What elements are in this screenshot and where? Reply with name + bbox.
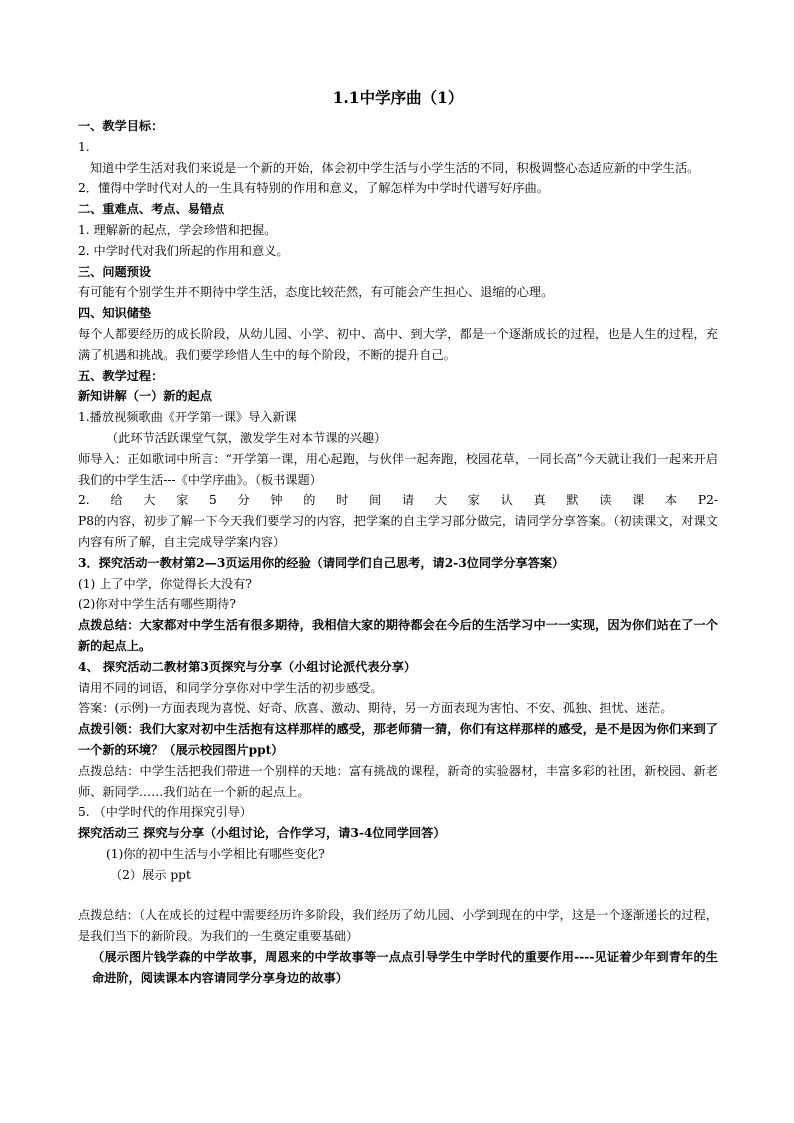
- activity-2-prompt: 请用不同的词语，和同学分享你对中学生活的初步感受。: [78, 680, 383, 695]
- section-1-heading: 一、教学目标：: [78, 119, 164, 133]
- document-title: 1.1中学序曲（1）: [332, 88, 464, 107]
- document-page: [78, 86, 718, 989]
- step-1-note: （此环节活跃课堂气氛，激发学生对本节课的兴趣）: [106, 430, 387, 445]
- goal-1-text: 知道中学生活对我们来说是一个新的开始，体会初中学生活与小学生活的不同，积极调整心态适应新的中学生活。: [90, 160, 700, 175]
- goal-2-text: 2．懂得中学时代对人的一生具有特别的作用和意义，了解怎样为中学时代谱写好序曲。: [78, 181, 549, 196]
- subsection-new-start: 新知讲解（一）新的起点: [78, 389, 213, 404]
- goal-1-number: 1.: [78, 139, 90, 154]
- activity-1-summary: 点拨总结：大家都对中学生活有很多期待，我相信大家的期待都会在今后的生活学习中一一实现，因为你们站在了一个新的起点上。: [78, 618, 718, 653]
- step-2-line-b: P8的内容，初步了解一下今天我们要学习的内容，把学案的自主学习部分做完，请同学分享答案。（初读课文，对课文内容有所了解，自主完成导学案内容）: [78, 514, 718, 549]
- activity-2-answer: 答案：(示例)一方面表现为喜悦、好奇、欣喜、激动、期待，另一方面表现为害怕、不安、孤独、担忧、迷茫。: [78, 701, 673, 716]
- activity-3-q1: (1)你的初中生活与小学相比有哪些变化?: [106, 846, 325, 861]
- activity-2-heading: 4、 探究活动二教材第3页探究与分享（小组讨论派代表分享）: [78, 659, 417, 674]
- section-5-heading: 五、教学过程：: [78, 368, 164, 383]
- teacher-intro: 师导入：正如歌词中所言：“开学第一课，用心起跑，与伙伴一起奔跑，校园花草，一同长高”今天就让我们一起来开启我们的中学生活---《中学序曲》。（板书课题）: [78, 451, 718, 487]
- activity-2-guide: 点拨引领：我们大家对初中生活抱有这样那样的感受，那老师猜一猜，你们有这样那样的感受，是不是因为你们来到了一个新的环境？（展示校园图片ppt）: [78, 722, 718, 757]
- section-3-text: 有可能有个别学生并不期待中学生活，态度比较茫然，有可能会产生担心、退缩的心理。: [78, 285, 554, 300]
- activity-1-q2: (2)你对中学生活有哪些期待?: [78, 597, 236, 612]
- activity-2-summary: 点拨总结：中学生活把我们带进一个别样的天地：富有挑战的课程，新奇的实验器材，丰富多彩的社团，新校园、新老师、新同学……我们站在一个新的起点上。: [78, 763, 718, 799]
- activity-3-summary: 点拨总结：（人在成长的过程中需要经历许多阶段，我们经历了幼儿园、小学到现在的中学，这是一个逐渐递长的过程，是我们当下的新阶段。为我们的一生奠定重要基础）: [78, 908, 718, 944]
- section-4-heading: 四、知识储垫: [78, 306, 152, 321]
- section-3-heading: 三、问题预设: [78, 264, 152, 279]
- step-2-line-a: 2. 给 大 家 5 分 钟 的 时 间 请 大 家 认 真 默 读 课 本 P2-: [78, 493, 718, 508]
- keypoint-1: 1. 理解新的起点，学会珍惜和把握。: [78, 222, 277, 237]
- activity-1-q1: (1) 上了中学，你觉得长大没有?: [78, 576, 252, 591]
- activity-3-heading: 探究活动三 探究与分享（小组讨论，合作学习，请3-4位同学回答）: [78, 826, 446, 841]
- activity-3-q2: （2）展示 ppt: [110, 867, 191, 882]
- section-4-text: 每个人都要经历的成长阶段，从幼儿园、小学、初中、高中、到大学，都是一个逐渐成长的过程，也是人生的过程，充满了机遇和挑战。我们要学珍惜人生中的每个阶段，不断的提升自己。: [78, 326, 718, 362]
- activity-1-heading: 3．探究活动一教材第2—3页运用你的经验（请同学们自己思考，请2-3位同学分享答案）: [78, 555, 565, 570]
- step-5: 5. （中学时代的作用探究引导）: [78, 805, 252, 820]
- activity-3-stories: （展示图片钱学森的中学故事，周恩来的中学故事等一点点引导学生中学时代的重要作用----见证着少年到青年的生命进阶，阅读课本内容请同学分享身边的故事）: [92, 950, 718, 985]
- spacer: [78, 885, 718, 905]
- step-1-video: 1.播放视频歌曲《开学第一课》导入新课: [78, 410, 297, 425]
- keypoint-2: 2. 中学时代对我们所起的作用和意义。: [78, 243, 289, 258]
- section-2-heading: 二、重难点、考点、易错点: [78, 202, 225, 217]
